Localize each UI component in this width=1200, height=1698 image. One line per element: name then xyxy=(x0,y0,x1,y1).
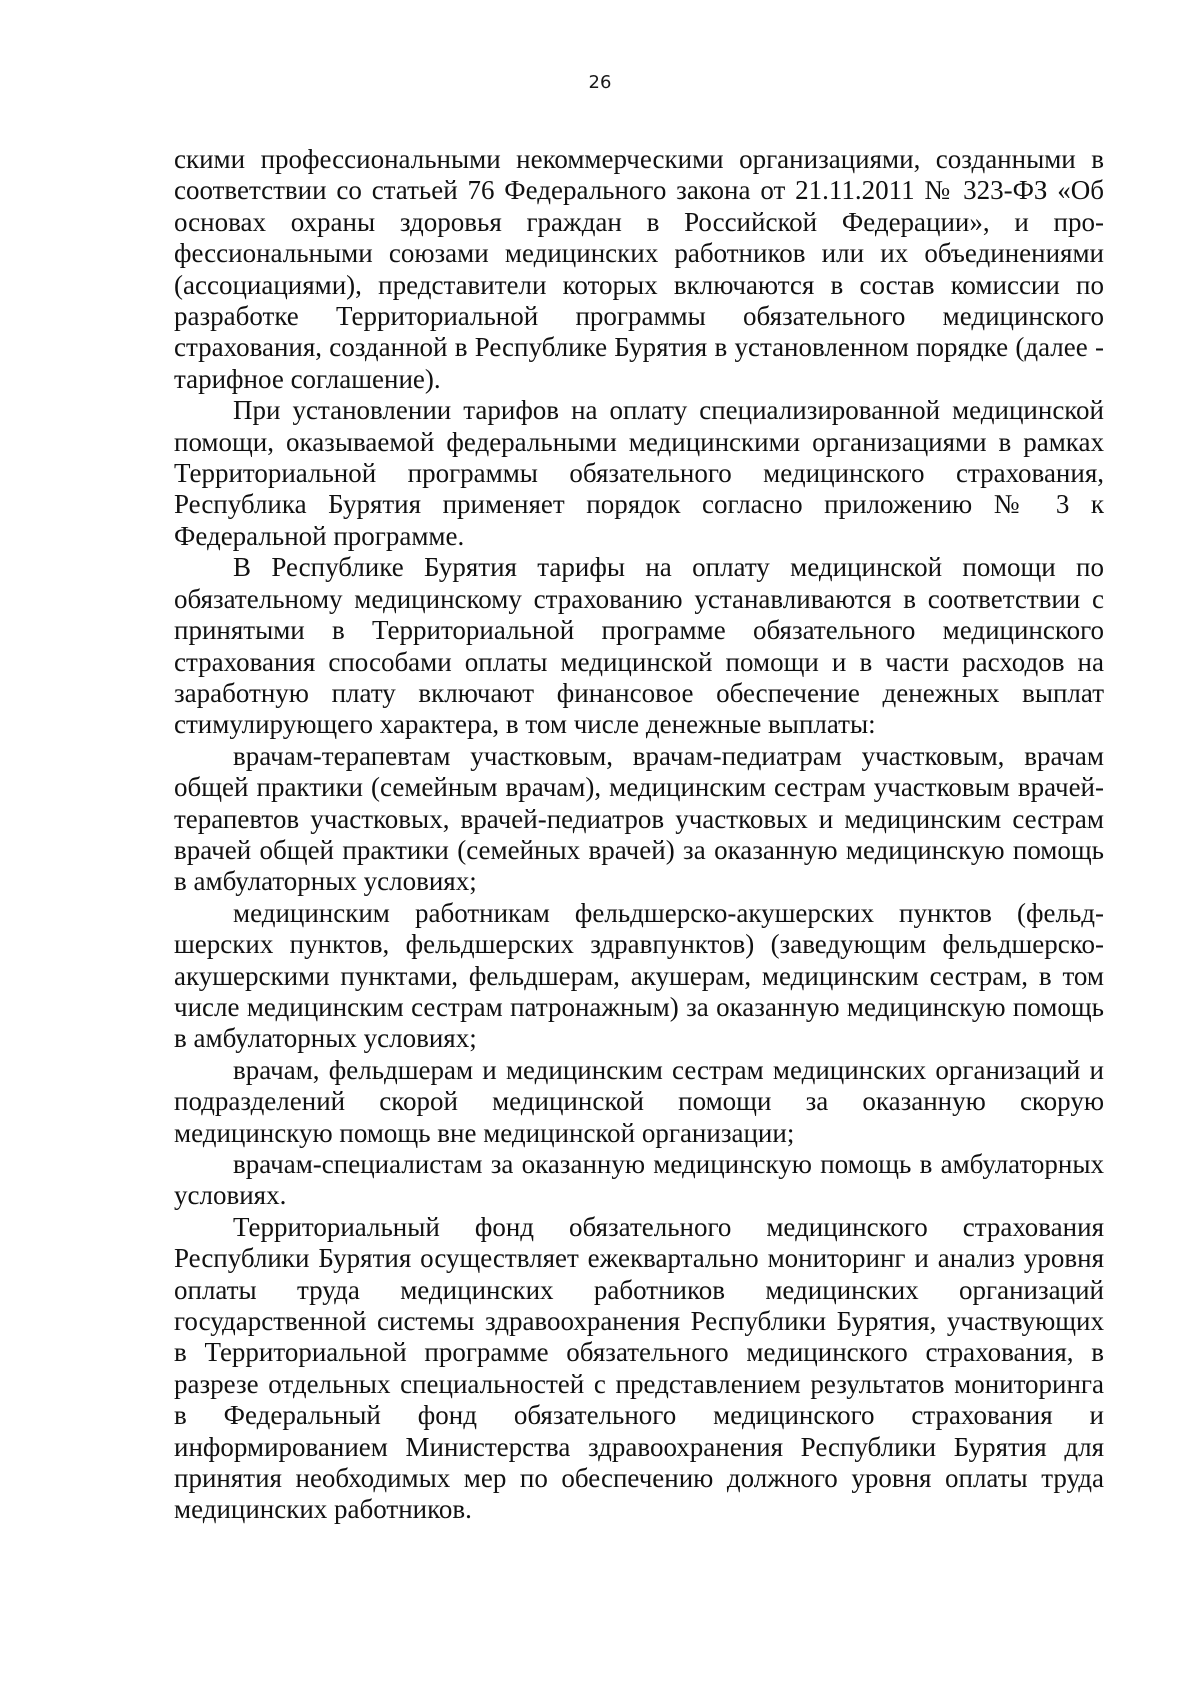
paragraph-7: врачам-специалистам за оказанную медицинскую помощь в амбулаторных условиях. xyxy=(174,1149,1104,1211)
page-number: 26 xyxy=(588,72,612,93)
paragraph-4: врачам-терапевтам участковым, врачам-педиатрам участковым, врачам общей практики (семейным врачам), медицинским сестрам участковым врачей-терапевтов участковых, врачей-педиатров участковых и медицинским сестрам врачей общей практики (семейных врачей) за оказанную медицинскую помощь в амбулаторных условиях; xyxy=(174,740,1104,897)
paragraph-3: В Республике Бурятия тарифы на оплату медицинской помощи по обязательному медицинскому страхованию устанавливаются в соответствии с принятыми в Территориальной программе обязательного медицинского страхования способами оплаты медицинской помощи и в части расходов на заработную плату включают финансовое обеспечение денежных выплат стимулирующего характера, в том числе денежные выплаты: xyxy=(174,552,1104,740)
paragraph-5: медицинским работникам фельдшерско-акушерских пунктов (фельдшерских пунктов, фельдшерских здравпунктов) (заведующим фельдшерско-акушерскими пунктами, фельдшерам, акушерам, медицинским сестрам, в том числе медицинским сестрам патронажным) за оказанную медицинскую помощь в амбулаторных условиях; xyxy=(174,897,1104,1054)
paragraph-2: При установлении тарифов на оплату специализированной медицинской помощи, оказываемой федеральными медицинскими организациями в рамках Территориальной программы обязательного медицинского страхования, Республика Бурятия применяет порядок согласно приложению № 3 к Федеральной программе. xyxy=(174,395,1104,551)
paragraph-6: врачам, фельдшерам и медицинским сестрам медицинских организаций и подразделений скорой медицинской помощи за оказанную скорую медицинскую помощь вне медицинской организации; xyxy=(174,1054,1104,1148)
paragraph-8: Территориальный фонд обязательного медицинского страхования Республики Бурятия осуществляет ежеквартально мониторинг и анализ уровня оплаты труда медицинских работников медицинских организаций государственной системы здравоохранения Республики Бурятия, участвующих в Территориальной программе обязательного медицинского страхования, в разрезе отдельных специальностей с представлением результатов мониторинга в Федеральный фонд обязательного медицинского страхования и информированием Министерства здравоохранения Республики Бурятия для принятия необходимых мер по обеспечению должного уровня оплаты труда медицинских работников. xyxy=(174,1211,1104,1525)
paragraph-1: скими профессиональными некоммерческими организациями, созданными в соответствии со статьей 76 Федерального закона от 21.11.2011 № 323-ФЗ «Об основах охраны здоровья граждан в Российской Федерации», и профессиональными союзами медицинских работников или их объединениями (ассоциациями), представители которых включаются в состав комиссии по разработке Территориальной программы обязательного медицинского страхования, созданной в Республике Бурятия в установленном порядке (далее - тарифное соглашение). xyxy=(174,144,1104,394)
body-text xyxy=(174,144,1104,1526)
